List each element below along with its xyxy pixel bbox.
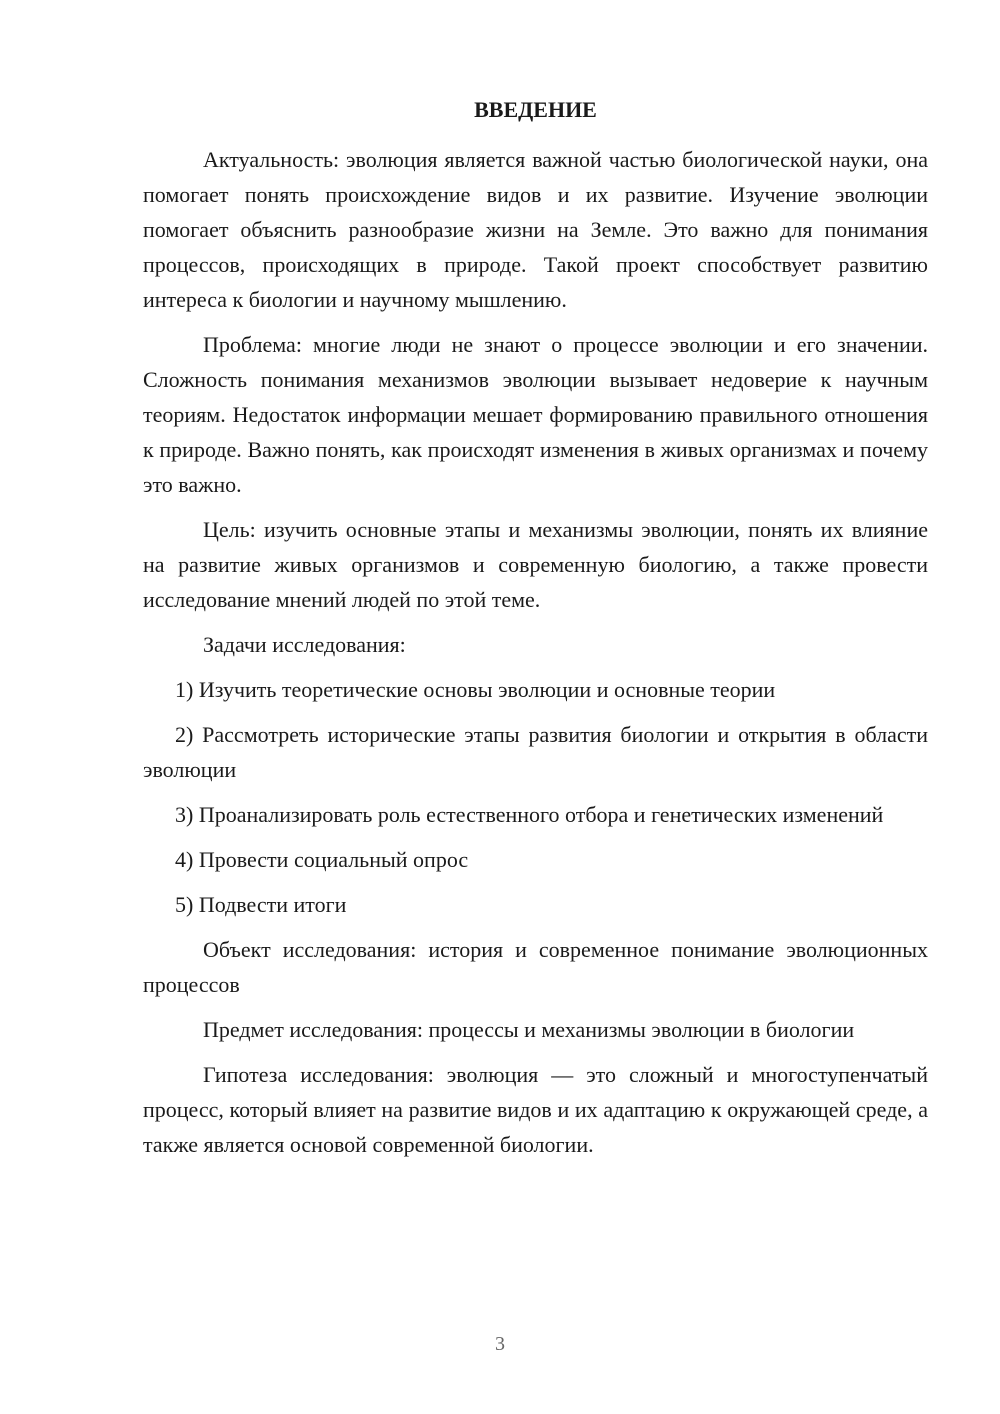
- relevance-paragraph: Актуальность: эволюция является важной частью биологической науки, она помогает понять происхождение видов и их развитие. Изучение эволюции помогает объяснить разнообразие жизни на Земле. Это важно для понимания процессов, происходящих в природе. Такой проект способствует развитию интереса к биологии и научному мышлению.: [143, 147, 928, 312]
- hypothesis-paragraph: Гипотеза исследования: эволюция — это сложный и многоступенчатый процесс, который влияет на развитие видов и их адаптацию к окружающей среде, а также является основой современной биологии.: [143, 1062, 928, 1157]
- subject-paragraph: Предмет исследования: процессы и механизмы эволюции в биологии: [203, 1017, 855, 1042]
- page-number: 3: [495, 1333, 505, 1355]
- page-content: [143, 92, 928, 1172]
- task-item-4: 4) Провести социальный опрос: [175, 847, 469, 872]
- section-title: ВВЕДЕНИЕ: [474, 97, 597, 122]
- tasks-heading: Задачи исследования:: [203, 632, 406, 657]
- problem-paragraph: Проблема: многие люди не знают о процессе эволюции и его значении. Сложность понимания механизмов эволюции вызывает недоверие к научным теориям. Недостаток информации мешает формированию правильного отношения к природе. Важно понять, как происходят изменения в живых организмах и почему это важно.: [143, 332, 928, 497]
- goal-paragraph: Цель: изучить основные этапы и механизмы эволюции, понять их влияние на развитие живых организмов и современную биологию, а также провести исследование мнений людей по этой теме.: [143, 517, 928, 612]
- object-paragraph: Объект исследования: история и современное понимание эволюционных процессов: [143, 937, 928, 997]
- task-item-2: 2) Рассмотреть исторические этапы развития биологии и открытия в области эволюции: [143, 722, 928, 782]
- task-item-1: 1) Изучить теоретические основы эволюции и основные теории: [175, 677, 776, 702]
- task-item-3: 3) Проанализировать роль естественного отбора и генетических изменений: [175, 802, 884, 827]
- task-item-5: 5) Подвести итоги: [175, 892, 347, 917]
